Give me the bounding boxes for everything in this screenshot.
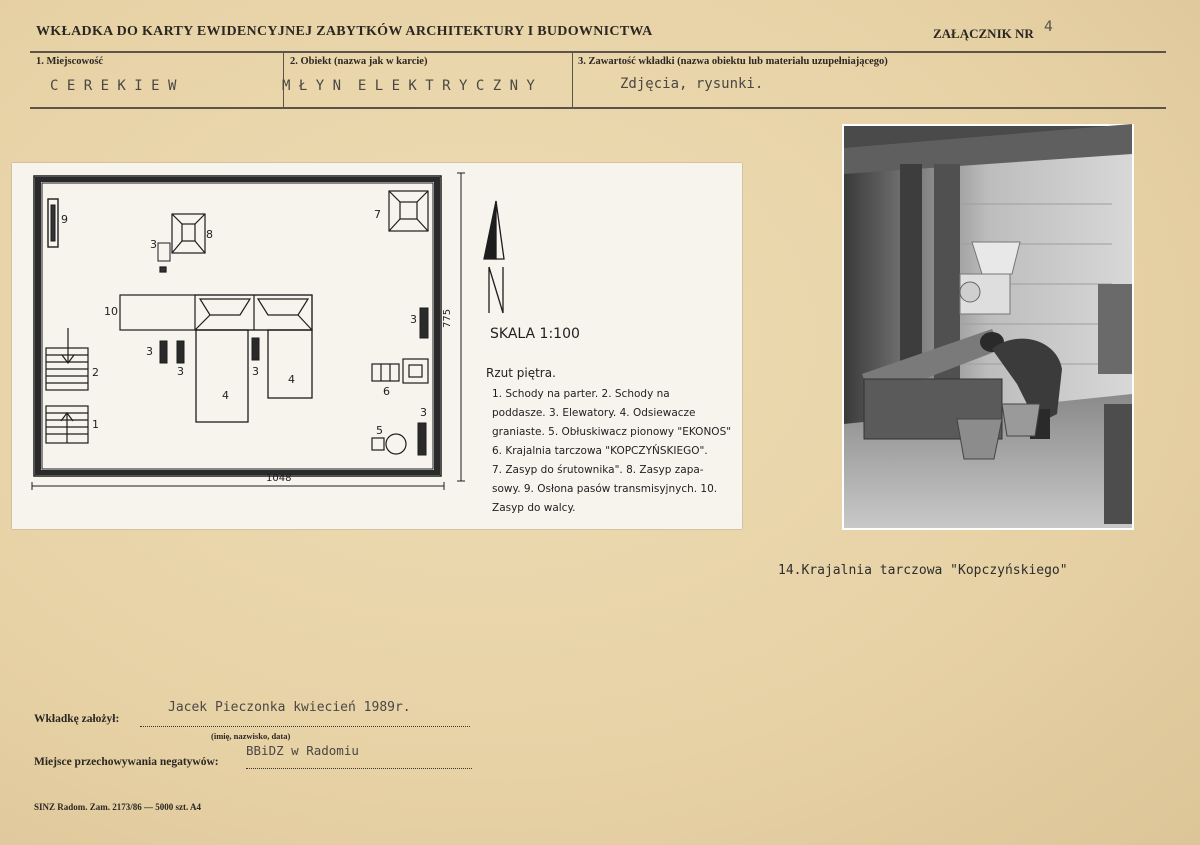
plan-num-3d: 3 xyxy=(252,365,259,378)
photo-caption: 14.Krajalnia tarczowa "Kopczyńskiego" xyxy=(778,563,1068,578)
object-value: M Ł Y N E L E K T R Y C Z N Y xyxy=(282,78,535,94)
scale-label: SKALA 1:100 xyxy=(490,326,580,342)
legend-line-1: 1. Schody na parter. 2. Schody na xyxy=(492,388,670,400)
print-info: SINZ Radom. Zam. 2173/86 — 5000 szt. A4 xyxy=(34,802,202,812)
plan-num-3a: 3 xyxy=(150,238,157,251)
content-label: 3. Zawartość wkładki (nazwa obiektu lub materiału uzupełniającego) xyxy=(578,56,888,67)
author-hint: (imię, nazwisko, data) xyxy=(211,731,291,741)
plan-num-3c: 3 xyxy=(177,365,184,378)
header-rule-bottom xyxy=(30,107,1166,109)
legend-line-6: sowy. 9. Osłona pasów transmisyjnych. 10. xyxy=(492,483,718,495)
plan-num-10: 10 xyxy=(104,305,118,318)
legend-title: Rzut piętra. xyxy=(486,366,556,380)
legend-line-4: 6. Krajalnia tarczowa "KOPCZYŃSKIEGO". xyxy=(492,445,708,457)
legend-line-2: poddasze. 3. Elewatory. 4. Odsiewacze xyxy=(492,407,696,419)
plan-item-2 xyxy=(46,328,88,390)
legend-line-5: 7. Zasyp do śrutownika". 8. Zasyp zapa- xyxy=(492,464,704,476)
photo-image xyxy=(842,124,1134,530)
plan-num-5: 5 xyxy=(376,424,383,437)
plan-item-9 xyxy=(48,199,58,247)
annex-number: 4 xyxy=(1044,19,1053,35)
storage-line xyxy=(246,768,472,769)
plan-item-7 xyxy=(389,191,428,231)
author-value: Jacek Pieczonka kwiecień 1989r. xyxy=(168,700,411,715)
plan-num-8: 8 xyxy=(206,228,213,241)
legend-line-7: Zasyp do walcy. xyxy=(492,502,576,514)
content-value: Zdjęcia, rysunki. xyxy=(620,76,764,92)
plan-item-6 xyxy=(372,359,428,383)
north-arrow xyxy=(484,201,504,313)
dimension-width: 1048 xyxy=(266,473,292,484)
locality-label: 1. Miejscowość xyxy=(36,56,104,67)
card-title: WKŁADKA DO KARTY EWIDENCYJNEJ ZABYTKÓW ARCHITEKTURY I BUDOWNICTWA xyxy=(36,24,653,39)
plan-num-9: 9 xyxy=(61,213,68,226)
storage-value: BBiDZ w Radomiu xyxy=(246,743,359,758)
author-line xyxy=(140,726,470,727)
plan-num-4a: 4 xyxy=(222,389,229,402)
plan-num-1: 1 xyxy=(92,418,99,431)
plan-num-7: 7 xyxy=(374,208,381,221)
annex-label: ZAŁĄCZNIK NR xyxy=(933,26,1034,41)
floor-plan-sheet xyxy=(12,163,742,529)
plan-num-3f: 3 xyxy=(420,406,427,419)
author-label: Wkładkę założył: xyxy=(34,713,120,725)
plan-item-10 xyxy=(120,295,312,330)
plan-item-1 xyxy=(46,406,88,443)
mill-photo xyxy=(842,124,1134,530)
locality-value: C E R E K I E W xyxy=(50,78,177,94)
plan-item-5 xyxy=(372,434,406,454)
plan-item-8 xyxy=(158,214,205,272)
plan-num-6: 6 xyxy=(383,385,390,398)
plan-num-4b: 4 xyxy=(288,373,295,386)
plan-num-3b: 3 xyxy=(146,345,153,358)
field-divider-2 xyxy=(572,51,573,107)
object-label: 2. Obiekt (nazwa jak w karcie) xyxy=(290,56,428,67)
legend-line-3: graniaste. 5. Obłuskiwacz pionowy "EKONOS" xyxy=(492,426,732,438)
plan-num-2: 2 xyxy=(92,366,99,379)
storage-label: Miejsce przechowywania negatywów: xyxy=(34,756,219,768)
plan-num-3e: 3 xyxy=(410,313,417,326)
dimension-height: 775 xyxy=(442,308,453,328)
header-rule-top xyxy=(30,51,1166,53)
